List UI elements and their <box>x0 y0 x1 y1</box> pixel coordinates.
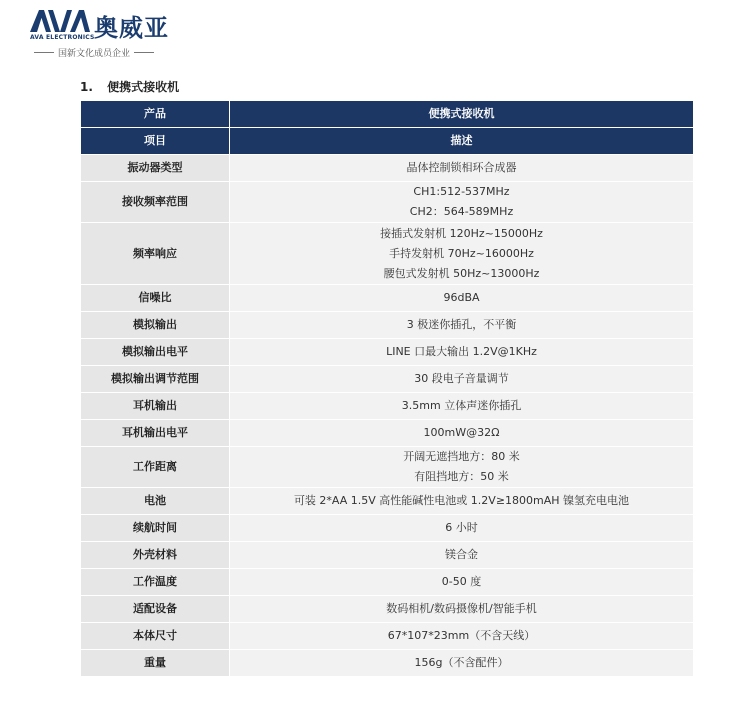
table-row <box>81 569 694 596</box>
table-row <box>81 542 694 569</box>
spec-value-line: 数码相机/数码摄像机/智能手机 <box>386 602 537 615</box>
spec-value-cell <box>230 339 694 366</box>
table-row <box>81 623 694 650</box>
tagline-rule-right <box>134 52 154 53</box>
spec-key-cell: 模拟输出 <box>81 312 230 339</box>
spec-key-cell: 接收频率范围 <box>81 182 230 223</box>
section-number: 1. <box>80 80 93 94</box>
spec-value-cell <box>230 285 694 312</box>
brand-chinese-name: 奥威亚 <box>94 14 169 42</box>
header-value-cell: 描述 <box>230 128 694 155</box>
spec-key-cell: 耳机输出 <box>81 393 230 420</box>
spec-value-line: CH1:512-537MHz <box>413 185 510 198</box>
spec-value-line: 接插式发射机 120Hz~15000Hz <box>380 226 543 240</box>
spec-value-cell <box>230 650 694 677</box>
spec-key-cell: 振动器类型 <box>81 155 230 182</box>
table-header-row <box>81 128 694 155</box>
spec-value-cell <box>230 488 694 515</box>
spec-value-line: 96dBA <box>443 291 480 304</box>
table-row <box>81 182 694 223</box>
table-row <box>81 223 694 285</box>
spec-table <box>80 100 694 677</box>
spec-value-cell <box>230 596 694 623</box>
spec-value-line: 有阻挡地方：50 米 <box>414 470 509 483</box>
spec-value-line: 0-50 度 <box>441 575 482 588</box>
spec-value-line: CH2：564-589MHz <box>409 205 514 218</box>
table-row <box>81 447 694 488</box>
spec-value-cell <box>230 515 694 542</box>
spec-value-line: 晶体控制锁相环合成器 <box>406 161 517 174</box>
spec-key-cell: 模拟输出调节范围 <box>81 366 230 393</box>
spec-value-line: 可装 2*AA 1.5V 高性能碱性电池或 1.2V≥1800mAH 镍氢充电电池 <box>293 494 630 507</box>
tagline-text: 国新文化成员企业 <box>58 49 131 59</box>
ava-logo-icon <box>30 10 90 32</box>
table-row <box>81 650 694 677</box>
spec-value-cell <box>230 447 694 488</box>
spec-key-cell: 适配设备 <box>81 596 230 623</box>
brand-tagline <box>30 46 158 59</box>
company-logo <box>30 8 220 58</box>
section-title: 便携式接收机 <box>107 80 180 94</box>
spec-value-cell <box>230 569 694 596</box>
spec-value-line: 3.5mm 立体声迷你插孔 <box>401 399 522 412</box>
table-row <box>81 155 694 182</box>
spec-value-line: LINE 口最大输出 1.2V@1KHz <box>386 345 537 358</box>
table-row <box>81 339 694 366</box>
spec-key-cell: 模拟输出电平 <box>81 339 230 366</box>
brand-english-name: AVA ELECTRONICS <box>30 34 95 41</box>
table-row <box>81 515 694 542</box>
spec-value-cell <box>230 623 694 650</box>
spec-value-line: 67*107*23mm（不含天线） <box>387 629 536 642</box>
spec-key-cell: 本体尺寸 <box>81 623 230 650</box>
table-row <box>81 420 694 447</box>
spec-key-cell: 重量 <box>81 650 230 677</box>
spec-value-cell <box>230 155 694 182</box>
header-key-cell: 产品 <box>81 101 230 128</box>
table-row <box>81 312 694 339</box>
header-key-cell: 项目 <box>81 128 230 155</box>
table-row <box>81 393 694 420</box>
spec-value-cell <box>230 393 694 420</box>
tagline-rule-left <box>34 52 54 53</box>
spec-key-cell: 频率响应 <box>81 223 230 285</box>
spec-value-line: 156g（不含配件） <box>414 656 509 669</box>
spec-value-line: 30 段电子音量调节 <box>414 372 509 385</box>
table-row <box>81 488 694 515</box>
spec-key-cell: 耳机输出电平 <box>81 420 230 447</box>
table-header-row <box>81 101 694 128</box>
spec-value-cell <box>230 182 694 223</box>
table-row <box>81 285 694 312</box>
spec-value-line: 镁合金 <box>445 548 478 561</box>
spec-value-line: 手持发射机 70Hz~16000Hz <box>389 246 534 260</box>
section-heading <box>80 78 179 95</box>
spec-value-line: 100mW@32Ω <box>423 426 500 439</box>
spec-value-line: 腰包式发射机 50Hz~13000Hz <box>383 266 540 280</box>
spec-key-cell: 工作距离 <box>81 447 230 488</box>
spec-value-line: 3 极迷你插孔，不平衡 <box>406 318 517 331</box>
header-value-cell: 便携式接收机 <box>230 101 694 128</box>
spec-value-line: 开阔无遮挡地方：80 米 <box>403 450 520 463</box>
table-row <box>81 366 694 393</box>
spec-value-cell <box>230 223 694 285</box>
spec-value-cell <box>230 366 694 393</box>
spec-key-cell: 外壳材料 <box>81 542 230 569</box>
spec-key-cell: 续航时间 <box>81 515 230 542</box>
spec-value-cell <box>230 420 694 447</box>
spec-value-line: 6 小时 <box>445 521 478 534</box>
table-row <box>81 596 694 623</box>
spec-value-cell <box>230 312 694 339</box>
spec-key-cell: 电池 <box>81 488 230 515</box>
spec-key-cell: 信噪比 <box>81 285 230 312</box>
spec-value-cell <box>230 542 694 569</box>
spec-key-cell: 工作温度 <box>81 569 230 596</box>
